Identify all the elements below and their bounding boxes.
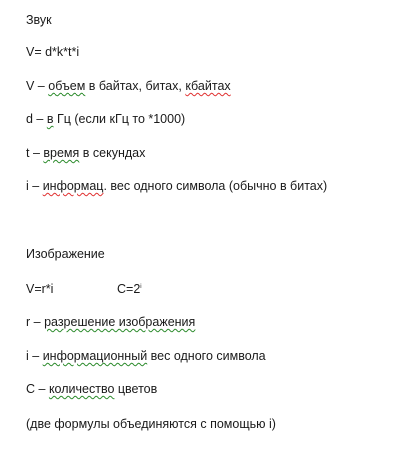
v-middle: в байтах, битах, — [85, 79, 186, 93]
t-rest: в секундах — [79, 146, 146, 160]
t-prefix: t – — [26, 146, 44, 160]
image-formula-colors — [117, 281, 142, 297]
image-heading: Изображение — [26, 247, 105, 261]
sound-i-definition — [26, 178, 327, 194]
image-r-definition — [26, 314, 195, 330]
image-c-definition — [26, 381, 157, 397]
v-prefix: V – — [26, 79, 49, 93]
sound-d-definition — [26, 111, 185, 127]
image-i-definition — [26, 348, 266, 364]
formula2-base: C=2 — [117, 282, 141, 296]
d-prefix: d – — [26, 112, 47, 126]
formula2-exponent: i — [140, 283, 142, 290]
i-word-inform: информац — [42, 179, 104, 193]
r-prefix: r – — [26, 315, 45, 329]
i-prefix: i – — [26, 179, 43, 193]
i-rest: . вес одного символа (обычно в битах) — [103, 179, 328, 193]
img-i-rest: вес одного символа — [147, 349, 266, 363]
r-word-resolution: разрешение изображения — [44, 315, 196, 329]
img-i-word-informational: информационный — [42, 349, 148, 363]
sound-v-definition — [26, 78, 231, 94]
c-prefix: C – — [26, 382, 49, 396]
d-rest: Гц (если кГц то *1000) — [53, 112, 186, 126]
img-i-prefix: i – — [26, 349, 43, 363]
c-rest: цветов — [114, 382, 158, 396]
v-word-kbytes: кбайтах — [185, 79, 231, 93]
d-word-in: в — [46, 112, 54, 126]
t-word-time: время — [43, 146, 80, 160]
sound-heading: Звук — [26, 13, 52, 27]
v-word-volume: объем — [48, 79, 86, 93]
image-note: (две формулы объединяются с помощью i) — [26, 417, 276, 431]
sound-t-definition — [26, 145, 145, 161]
sound-formula: V= d*k*t*i — [26, 45, 80, 59]
c-word-quantity: количество — [48, 382, 115, 396]
image-formula: V=r*i — [26, 282, 54, 296]
